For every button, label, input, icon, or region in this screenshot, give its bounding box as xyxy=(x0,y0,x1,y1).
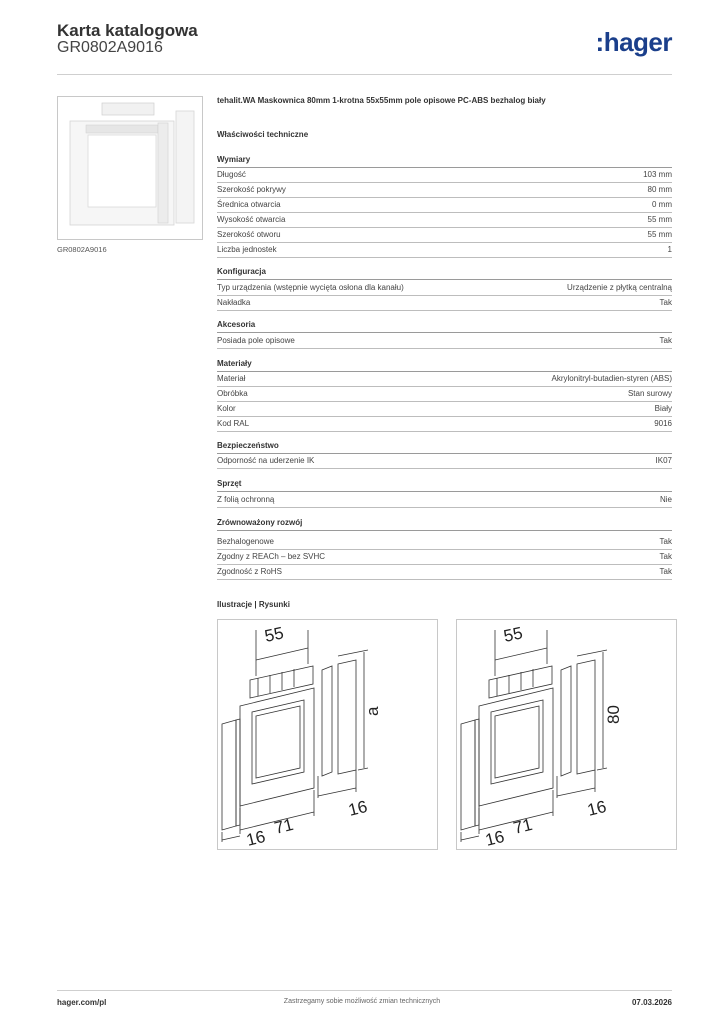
table-row xyxy=(217,243,672,258)
row-label: Nakładka xyxy=(217,298,251,307)
table-row xyxy=(217,296,672,311)
table-row xyxy=(217,198,672,213)
table-row xyxy=(217,535,672,550)
page-title: Karta katalogowa xyxy=(57,21,198,40)
header-divider xyxy=(57,74,672,75)
row-value: Stan surowy xyxy=(627,389,672,398)
dimension-drawing-1 xyxy=(217,619,438,850)
table-row xyxy=(217,565,672,580)
row-label: Zgodność z RoHS xyxy=(217,567,282,576)
dim-height-label: a xyxy=(363,706,382,716)
row-label: Zgodny z REACh – bez SVHC xyxy=(217,552,326,561)
group-header xyxy=(217,359,672,372)
row-label: Bezhalogenowe xyxy=(217,537,274,546)
hager-logo: :hager xyxy=(595,27,672,57)
illustrations-heading: Ilustracje | Rysunki xyxy=(217,600,290,609)
row-value: 55 mm xyxy=(647,215,672,224)
footer-website-link[interactable]: hager.com/pl xyxy=(57,998,107,1007)
table-row xyxy=(217,183,672,198)
row-label: Średnica otwarcia xyxy=(217,200,281,209)
group-header xyxy=(217,320,672,333)
group-title: Wymiary xyxy=(217,155,251,164)
dim-left-label: 16 xyxy=(244,826,268,849)
table-row xyxy=(217,213,672,228)
row-label: Liczba jednostek xyxy=(217,245,277,254)
dim-top-label: 55 xyxy=(501,623,525,646)
table-row xyxy=(217,281,672,296)
row-label: Kolor xyxy=(217,404,236,413)
row-value: 55 mm xyxy=(647,230,672,239)
row-label: Obróbka xyxy=(217,389,248,398)
row-value: 9016 xyxy=(654,419,672,428)
row-value: Tak xyxy=(659,336,672,345)
table-row xyxy=(217,387,672,402)
row-label: Szerokość pokrywy xyxy=(217,185,286,194)
product-title: tehalit.WA Maskownica 80mm 1-krotna 55x55mm pole opisowe PC-ABS bezhalog biały xyxy=(217,96,546,105)
group-header xyxy=(217,479,672,492)
row-value: Biały xyxy=(654,404,672,413)
row-value: Tak xyxy=(659,552,672,561)
dim-left-label: 16 xyxy=(483,826,507,849)
row-label: Materiał xyxy=(217,374,246,383)
table-row xyxy=(217,402,672,417)
row-label: Kod RAL xyxy=(217,419,250,428)
row-value: Urządzenie z płytką centralną xyxy=(567,283,672,292)
row-value: Tak xyxy=(659,298,672,307)
thumbnail-caption: GR0802A9016 xyxy=(57,245,107,254)
product-thumbnail xyxy=(57,96,203,240)
row-value: 80 mm xyxy=(647,185,672,194)
product-code: GR0802A9016 xyxy=(57,39,163,56)
row-value: 103 mm xyxy=(643,170,672,179)
group-title: Bezpieczeństwo xyxy=(217,441,279,450)
row-value: 1 xyxy=(667,245,672,254)
group-title: Akcesoria xyxy=(217,320,256,329)
dim-top-label: 55 xyxy=(262,623,286,646)
row-label: Z folią ochronną xyxy=(217,495,275,504)
table-row xyxy=(217,454,672,469)
row-value: IK07 xyxy=(655,456,672,465)
row-value: Tak xyxy=(659,567,672,576)
row-label: Typ urządzenia (wstępnie wycięta osłona dla kanału) xyxy=(217,283,404,292)
table-row xyxy=(217,417,672,432)
tech-heading: Właściwości techniczne xyxy=(217,130,309,139)
row-value: 0 mm xyxy=(652,200,672,209)
row-label: Wysokość otwarcia xyxy=(217,215,286,224)
group-header xyxy=(217,155,672,168)
table-row xyxy=(217,550,672,565)
group-header xyxy=(217,267,672,280)
footer-notice: Zastrzegamy sobie możliwość zmian technicznych xyxy=(283,998,441,1005)
dimension-drawing-2 xyxy=(456,619,677,850)
row-value: Nie xyxy=(659,495,672,504)
group-title: Materiały xyxy=(217,359,252,368)
dim-side-label: 16 xyxy=(346,796,370,820)
group-header xyxy=(217,518,672,531)
group-title: Zrównoważony rozwój xyxy=(217,518,303,527)
row-value: Tak xyxy=(659,537,672,546)
dim-width-label: 71 xyxy=(272,814,296,838)
group-title: Sprzęt xyxy=(217,479,242,488)
footer-date: 07.03.2026 xyxy=(631,998,672,1007)
table-row xyxy=(217,493,672,508)
row-value: Akrylonitryl-butadien-styren (ABS) xyxy=(551,374,672,383)
row-label: Posiada pole opisowe xyxy=(217,336,295,345)
table-row xyxy=(217,334,672,349)
dim-width-label: 71 xyxy=(511,814,535,838)
dim-side-label: 16 xyxy=(585,796,609,820)
dim-height-label: 80 xyxy=(604,705,623,724)
footer-divider xyxy=(57,990,672,991)
group-header xyxy=(217,441,672,454)
row-label: Długość xyxy=(217,170,246,179)
table-row xyxy=(217,228,672,243)
table-row xyxy=(217,168,672,183)
row-label: Szerokość otworu xyxy=(217,230,281,239)
table-row xyxy=(217,372,672,387)
row-label: Odporność na uderzenie IK xyxy=(217,456,315,465)
group-title: Konfiguracja xyxy=(217,267,266,276)
